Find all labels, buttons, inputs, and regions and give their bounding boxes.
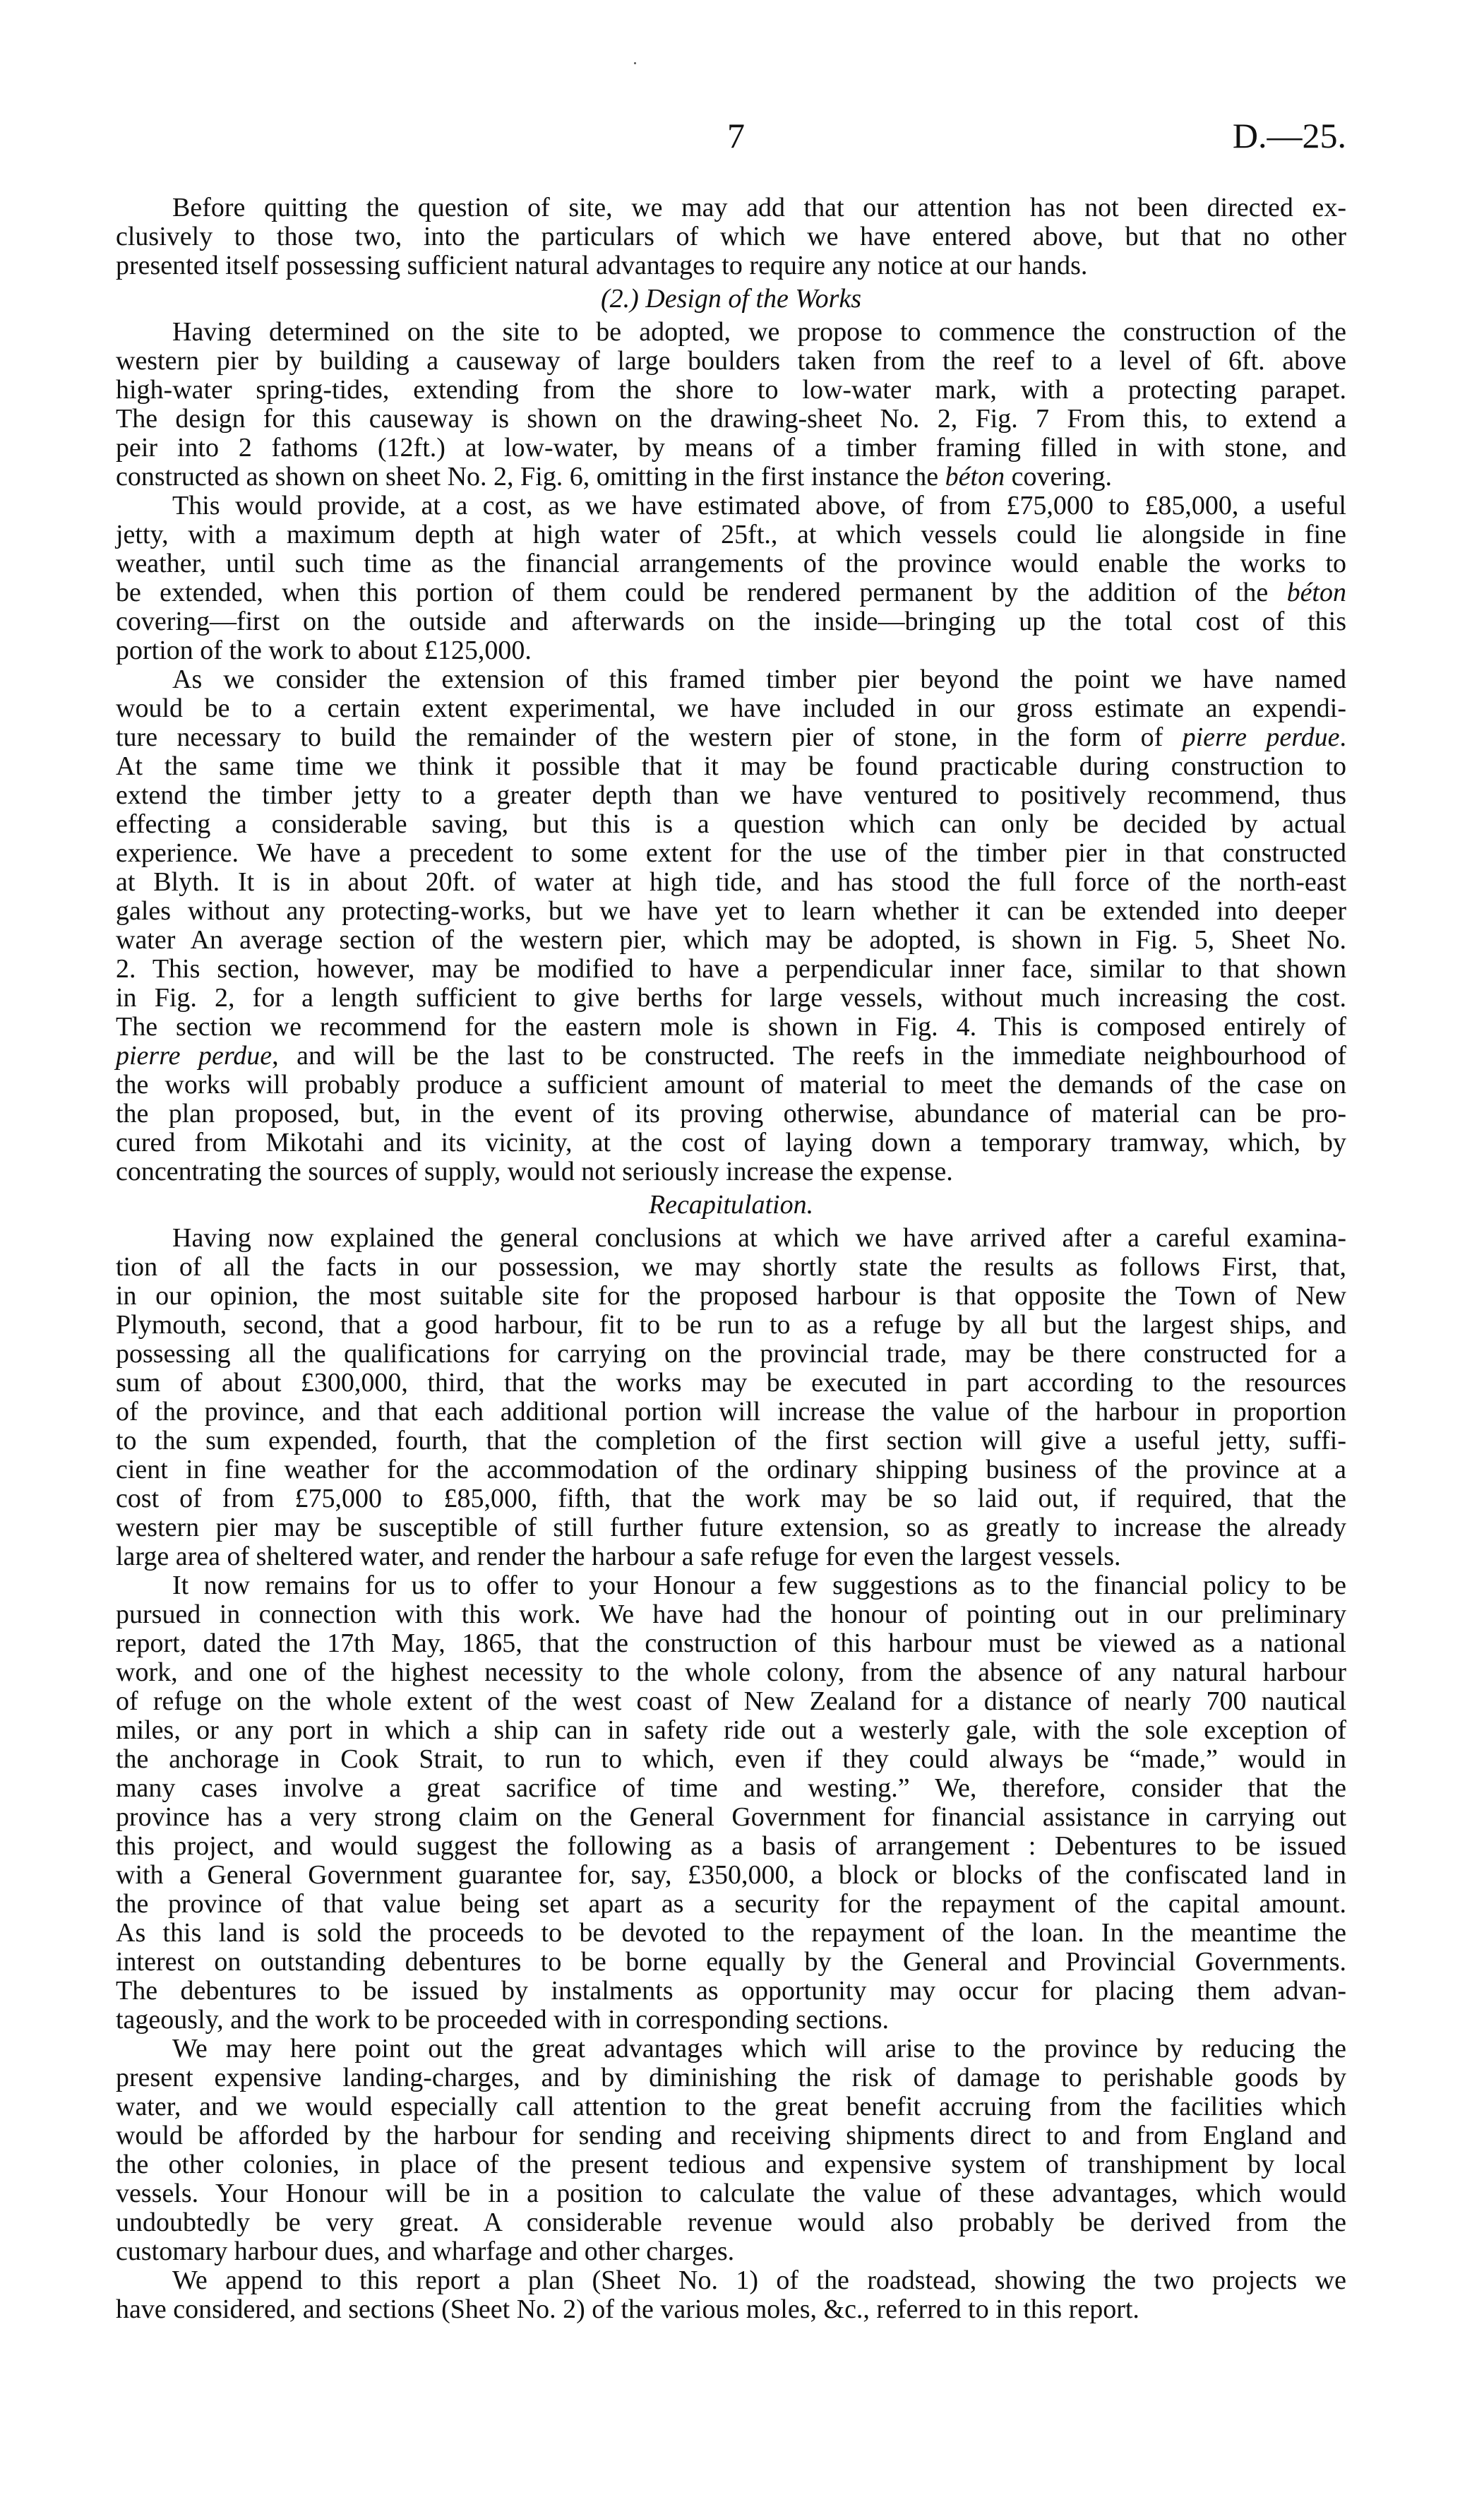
- text-line: high-water spring-tides, extending from the shore to low-water mark, with a protecting parapet.: [116, 375, 1346, 405]
- text-segment: constructed as shown on sheet No. 2, Fig. 6, omitting in the first instance the: [116, 462, 945, 492]
- text-line: The design for this causeway is shown on the drawing-sheet No. 2, Fig. 7 From this, to extend a: [116, 404, 1346, 434]
- section-heading: Recapitulation.: [648, 1190, 814, 1220]
- text-line: It now remains for us to offer to your Honour a few suggestions as to the financial policy to be: [172, 1571, 1346, 1600]
- text-line: to the sum expended, fourth, that the completion of the first section will give a useful jetty, suffi-: [116, 1426, 1346, 1455]
- text-line: [116, 463, 1346, 492]
- text-line: clusively to those two, into the particulars of which we have entered above, but that no other: [116, 222, 1346, 251]
- paragraph: [116, 2266, 1346, 2324]
- text-line: We may here point out the great advantages which will arise to the province by reducing the: [172, 2034, 1346, 2064]
- text-line: We append to this report a plan (Sheet No. 1) of the roadstead, showing the two projects we: [172, 2265, 1346, 2295]
- text-line: The debentures to be issued by instalments as opportunity may occur for placing them advan-: [116, 1976, 1346, 2006]
- text-segment: covering.: [1005, 462, 1113, 492]
- text-line: undoubtedly be very great. A considerable revenue would also probably be derived from the: [116, 2208, 1346, 2237]
- text-line: many cases involve a great sacrifice of time and westing.” We, therefore, consider that the: [116, 1773, 1346, 1803]
- print-speck: [634, 62, 636, 64]
- paragraph: [116, 1224, 1346, 1571]
- text-line: portion of the work to about £125,000.: [116, 636, 532, 665]
- text-segment: ture necessary to build the remainder of the western pier of stone, in the form of: [116, 722, 1183, 752]
- paragraph: [116, 492, 1346, 665]
- text-line: province has a very strong claim on the General Government for financial assistance in carrying out: [116, 1802, 1346, 1832]
- text-line: cured from Mikotahi and its vicinity, at the cost of laying down a temporary tramway, which, by: [116, 1128, 1346, 1157]
- text-line: customary harbour dues, and wharfage and other charges.: [116, 2237, 735, 2266]
- text-line: sum of about £300,000, third, that the works may be executed in part according to the resources: [116, 1368, 1346, 1398]
- text-line: effecting a considerable saving, but this is a question which can only be decided by actual: [116, 809, 1346, 839]
- text-line: the works will probably produce a sufficient amount of material to meet the demands of the case on: [116, 1070, 1346, 1100]
- italic-term: béton: [1286, 578, 1346, 607]
- text-line: Having now explained the general conclusions at which we have arrived after a careful examina-: [172, 1223, 1346, 1253]
- text-line: tageously, and the work to be proceeded with in corresponding sections.: [116, 2005, 890, 2035]
- text-line: at Blyth. It is in about 20ft. of water at high tide, and has stood the full force of the north-east: [116, 867, 1346, 897]
- text-line: concentrating the sources of supply, would not seriously increase the expense.: [116, 1157, 953, 1186]
- paragraph: [116, 1571, 1346, 2035]
- text-line: [116, 723, 1346, 752]
- text-line: This would provide, at a cost, as we have estimated above, of from £75,000 to £85,000, a useful: [172, 491, 1346, 520]
- text-line: work, and one of the highest necessity to the whole colony, from the absence of any natural harbour: [116, 1657, 1346, 1687]
- text-line: tion of all the facts in our possession, we may shortly state the results as follows First, that,: [116, 1252, 1346, 1282]
- text-line: [116, 578, 1346, 607]
- text-line: The section we recommend for the eastern mole is shown in Fig. 4. This is composed entirely of: [116, 1012, 1346, 1042]
- text-line: the other colonies, in place of the present tedious and expensive system of transhipment by local: [116, 2150, 1346, 2179]
- text-line: of refuge on the whole extent of the west coast of New Zealand for a distance of nearly 700 nautical: [116, 1686, 1346, 1716]
- document-body: [116, 193, 1346, 2324]
- text-segment: , and will be the last to be constructed. The reefs in the immediate neighbourhood of: [272, 1041, 1346, 1071]
- text-line: interest on outstanding debentures to be borne equally by the General and Provincial Governments.: [116, 1947, 1346, 1977]
- text-line: gales without any protecting-works, but we have yet to learn whether it can be extended into deeper: [116, 896, 1346, 926]
- text-line: present expensive landing-charges, and by diminishing the risk of damage to perishable goods by: [116, 2063, 1346, 2092]
- text-line: western pier may be susceptible of still further future extension, so as greatly to increase the already: [116, 1513, 1346, 1542]
- text-line: miles, or any port in which a ship can in safety ride out a westerly gale, with the sole exception of: [116, 1715, 1346, 1745]
- text-line: possessing all the qualifications for carrying on the provincial trade, may be there constructed for a: [116, 1339, 1346, 1369]
- text-line: jetty, with a maximum depth at high water of 25ft., at which vessels could lie alongside in fine: [116, 520, 1346, 549]
- text-line: report, dated the 17th May, 1865, that the construction of this harbour must be viewed as a national: [116, 1628, 1346, 1658]
- text-line: peir into 2 fathoms (12ft.) at low-water, by means of a timber framing filled in with stone, and: [116, 433, 1346, 463]
- paragraph: [116, 2035, 1346, 2266]
- text-line: have considered, and sections (Sheet No. 2) of the various moles, &c., referred to in this report.: [116, 2294, 1139, 2324]
- text-line: the plan proposed, but, in the event of its proving otherwise, abundance of material can be pro-: [116, 1099, 1346, 1129]
- text-line: Plymouth, second, that a good harbour, fit to be run to as a refuge by all but the largest ships, and: [116, 1310, 1346, 1340]
- paragraph: [116, 665, 1346, 1186]
- page-number: 7: [727, 116, 745, 155]
- text-line: [116, 1042, 1346, 1071]
- text-line: would be to a certain extent experimental, we have included in our gross estimate an expendi-: [116, 693, 1346, 723]
- italic-term: béton: [945, 462, 1005, 492]
- text-line: would be afforded by the harbour for sending and receiving shipments direct to and from England and: [116, 2121, 1346, 2150]
- text-line: As we consider the extension of this framed timber pier beyond the point we have named: [172, 665, 1346, 694]
- text-line: presented itself possessing sufficient natural advantages to require any notice at our hands.: [116, 251, 1088, 280]
- text-line: the anchorage in Cook Strait, to run to which, even if they could always be “made,” would in: [116, 1744, 1346, 1774]
- paragraph: [116, 193, 1346, 280]
- text-segment: .: [1339, 722, 1346, 752]
- text-line: with a General Government guarantee for, say, £350,000, a block or blocks of the confiscated land in: [116, 1860, 1346, 1890]
- text-line: Before quitting the question of site, we may add that our attention has not been directed ex-: [172, 193, 1346, 222]
- text-line: vessels. Your Honour will be in a position to calculate the value of these advantages, which would: [116, 2179, 1346, 2208]
- text-line: experience. We have a precedent to some extent for the use of the timber pier in that constructed: [116, 838, 1346, 868]
- text-line: in Fig. 2, for a length sufficient to give berths for large vessels, without much increasing the cost.: [116, 983, 1346, 1013]
- paragraph: [116, 318, 1346, 492]
- text-line: of the province, and that each additional portion will increase the value of the harbour in proportion: [116, 1397, 1346, 1427]
- text-line: large area of sheltered water, and render the harbour a safe refuge for even the largest vessels.: [116, 1542, 1121, 1571]
- italic-term: pierre perdue: [1182, 722, 1340, 752]
- text-line: this project, and would suggest the following as a basis of arrangement : Debentures to be issued: [116, 1831, 1346, 1861]
- text-line: At the same time we think it possible that it may be found practicable during construction to: [116, 751, 1346, 781]
- text-line: water An average section of the western pier, which may be adopted, is shown in Fig. 5, Sheet No.: [116, 925, 1346, 955]
- text-line: 2. This section, however, may be modified to have a perpendicular inner face, similar to that shown: [116, 954, 1346, 984]
- text-segment: be extended, when this portion of them could be rendered permanent by the addition of the: [116, 578, 1287, 607]
- italic-term: pierre perdue: [116, 1041, 273, 1071]
- text-line: As this land is sold the proceeds to be devoted to the repayment of the loan. In the meantime the: [116, 1918, 1346, 1948]
- text-line: western pier by building a causeway of large boulders taken from the reef to a level of 6ft. above: [116, 346, 1346, 376]
- text-line: cost of from £75,000 to £85,000, fifth, that the work may be so laid out, if required, that the: [116, 1484, 1346, 1513]
- text-line: water, and we would especially call attention to the great benefit accruing from the facilities which: [116, 2092, 1346, 2121]
- text-line: cient in fine weather for the accommodation of the ordinary shipping business of the province at a: [116, 1455, 1346, 1484]
- text-line: in our opinion, the most suitable site for the proposed harbour is that opposite the Town of New: [116, 1281, 1346, 1311]
- text-line: weather, until such time as the financial arrangements of the province would enable the works to: [116, 549, 1346, 578]
- text-line: Having determined on the site to be adopted, we propose to commence the construction of the: [172, 317, 1346, 347]
- text-line: extend the timber jetty to a greater depth than we have ventured to positively recommend, thus: [116, 780, 1346, 810]
- document-reference: D.—25.: [1232, 116, 1346, 155]
- text-line: the province of that value being set apart as a security for the repayment of the capital amount.: [116, 1889, 1346, 1919]
- section-heading: (2.) Design of the Works: [600, 284, 862, 314]
- text-line: pursued in connection with this work. We have had the honour of pointing out in our preliminary: [116, 1600, 1346, 1629]
- text-line: covering—first on the outside and afterwards on the inside—bringing up the total cost of this: [116, 607, 1346, 636]
